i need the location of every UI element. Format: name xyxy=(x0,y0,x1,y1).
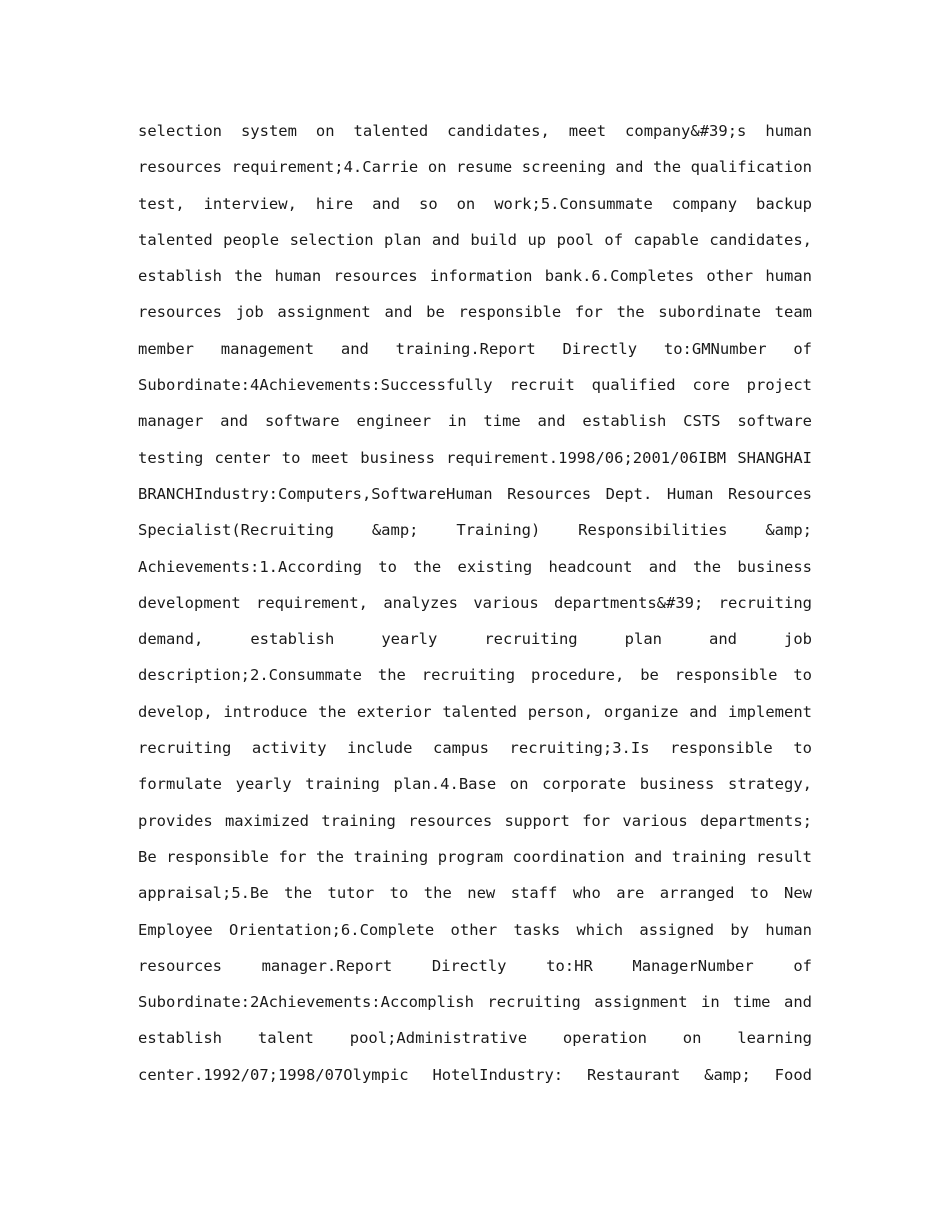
text-line-27: center.1992/07;1998/07Olympic HotelIndustry: Restaurant &amp; Food xyxy=(138,1065,812,1084)
text-line-26: establish talent pool;Administrative operation on learning xyxy=(138,1029,812,1048)
text-line-18: recruiting activity include campus recruiting;3.Is responsible to xyxy=(138,739,812,758)
text-line-17: develop, introduce the exterior talented person, organize and implement xyxy=(138,702,812,721)
text-line-1: selection system on talented candidates, meet company&#39;s human xyxy=(138,122,812,140)
text-line-25: Subordinate:2Achievements:Accomplish recruiting assignment in time and xyxy=(138,993,812,1012)
text-line-4: talented people selection plan and build up pool of capable candidates, xyxy=(138,230,812,249)
text-line-3: test, interview, hire and so on work;5.Consummate company backup xyxy=(138,194,812,213)
text-line-16: description;2.Consummate the recruiting procedure, be responsible to xyxy=(138,666,812,685)
text-line-9: manager and software engineer in time and establish CSTS software xyxy=(138,412,812,431)
text-line-15: demand, establish yearly recruiting plan and job xyxy=(138,630,812,649)
body-text xyxy=(138,113,812,1093)
text-line-14: development requirement, analyzes various departments&#39; recruiting xyxy=(138,593,812,612)
text-line-10: testing center to meet business requirement.1998/06;2001/06IBM SHANGHAI xyxy=(138,448,812,467)
text-line-11: BRANCHIndustry:Computers,SoftwareHuman Resources Dept. Human Resources xyxy=(138,484,812,503)
text-line-22: appraisal;5.Be the tutor to the new staff who are arranged to New xyxy=(138,884,812,903)
text-line-7: member management and training.Report Directly to:GMNumber of xyxy=(138,339,812,358)
text-line-19: formulate yearly training plan.4.Base on corporate business strategy, xyxy=(138,775,812,794)
text-line-24: resources manager.Report Directly to:HR ManagerNumber of xyxy=(138,956,812,975)
text-line-20: provides maximized training resources support for various departments; xyxy=(138,811,812,830)
text-line-5: establish the human resources information bank.6.Completes other human xyxy=(138,267,812,286)
text-line-8: Subordinate:4Achievements:Successfully recruit qualified core project xyxy=(138,376,812,395)
text-line-12: Specialist(Recruiting &amp; Training) Responsibilities &amp; xyxy=(138,521,812,540)
text-line-2: resources requirement;4.Carrie on resume screening and the qualification xyxy=(138,158,812,177)
text-line-21: Be responsible for the training program coordination and training result xyxy=(138,847,812,866)
text-line-6: resources job assignment and be responsible for the subordinate team xyxy=(138,303,812,322)
text-line-23: Employee Orientation;6.Complete other tasks which assigned by human xyxy=(138,920,812,939)
text-line-13: Achievements:1.According to the existing headcount and the business xyxy=(138,557,812,576)
